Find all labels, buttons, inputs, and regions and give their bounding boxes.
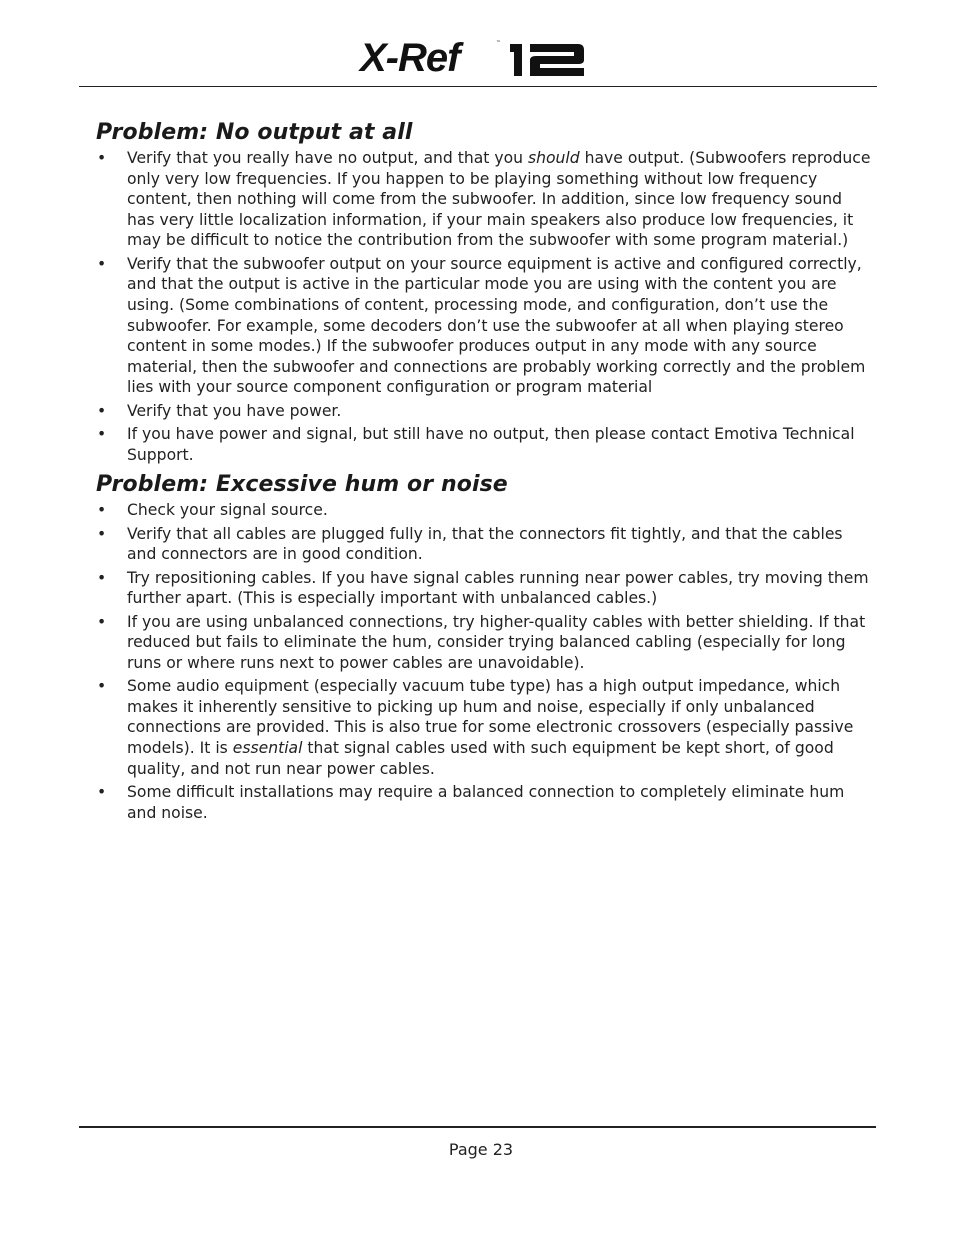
no-output-list [96,148,871,465]
list-item: • Try repositioning cables. If you have signal cables running near power cables, try moving them further apart. (This is especially important with unbalanced cables.) [96,568,871,609]
list-item: • Verify that you have power. [96,401,871,422]
list-item: • Some difficult installations may require a balanced connection to completely eliminate hum and noise. [96,782,871,823]
list-item: • If you are using unbalanced connections, try higher-quality cables with better shielding. If that reduced but fails to eliminate the hum, consider trying balanced cabling (especially for long runs or where runs next to power cables are unavoidable). [96,612,871,674]
section-title-no-output: Problem: No output at all [96,120,413,145]
trademark-symbol: ™ [496,40,501,46]
header-rule [79,86,877,87]
list-item: • Some audio equipment (especially vacuum tube type) has a high output impedance, which makes it inherently sensitive to picking up hum and noise, especially if only unbalanced connections are provided. This is also true for some electronic crossovers (especially passive models). It is essential that signal cables used with such equipment be kept short, of good quality, and not run near power cables. [96,676,871,779]
page-number: Page 23 [448,1140,514,1159]
list-item: • If you have power and signal, but still have no output, then please contact Emotiva Technical Support. [96,424,871,465]
list-item: • Verify that you really have no output, and that you should have output. (Subwoofers reproduce only very low frequencies. If you happen to be playing something without low frequency content, then nothing will come from the subwoofer. In addition, since low frequency sound has very little localization information, if your main speakers also produce low frequencies, it may be difficult to notice the contribution from the subwoofer with some program material.) [96,148,871,251]
hum-noise-list [96,500,871,823]
list-item: • Verify that all cables are plugged fully in, that the connectors fit tightly, and that the cables and connectors are in good condition. [96,524,871,565]
list-item: • Verify that the subwoofer output on your source equipment is active and configured correctly, and that the output is active in the particular mode you are using with the content you are using. (Some combinations of content, processing mode, and configuration, don’t use the subwoofer. For example, some decoders don’t use the subwoofer at all when playing stereo content in some modes.) If the subwoofer produces output in any mode with any source material, then the subwoofer and connections are probably working correctly and the problem lies with your source component configuration or program material [96,254,871,398]
list-item: • Check your signal source. [96,500,871,521]
logo-number-12-graphic [508,42,586,78]
logo-text: X-Ref [360,36,460,80]
main-content [96,118,871,826]
footer-rule [79,1126,876,1128]
section-title-hum-noise: Problem: Excessive hum or noise [96,472,508,498]
